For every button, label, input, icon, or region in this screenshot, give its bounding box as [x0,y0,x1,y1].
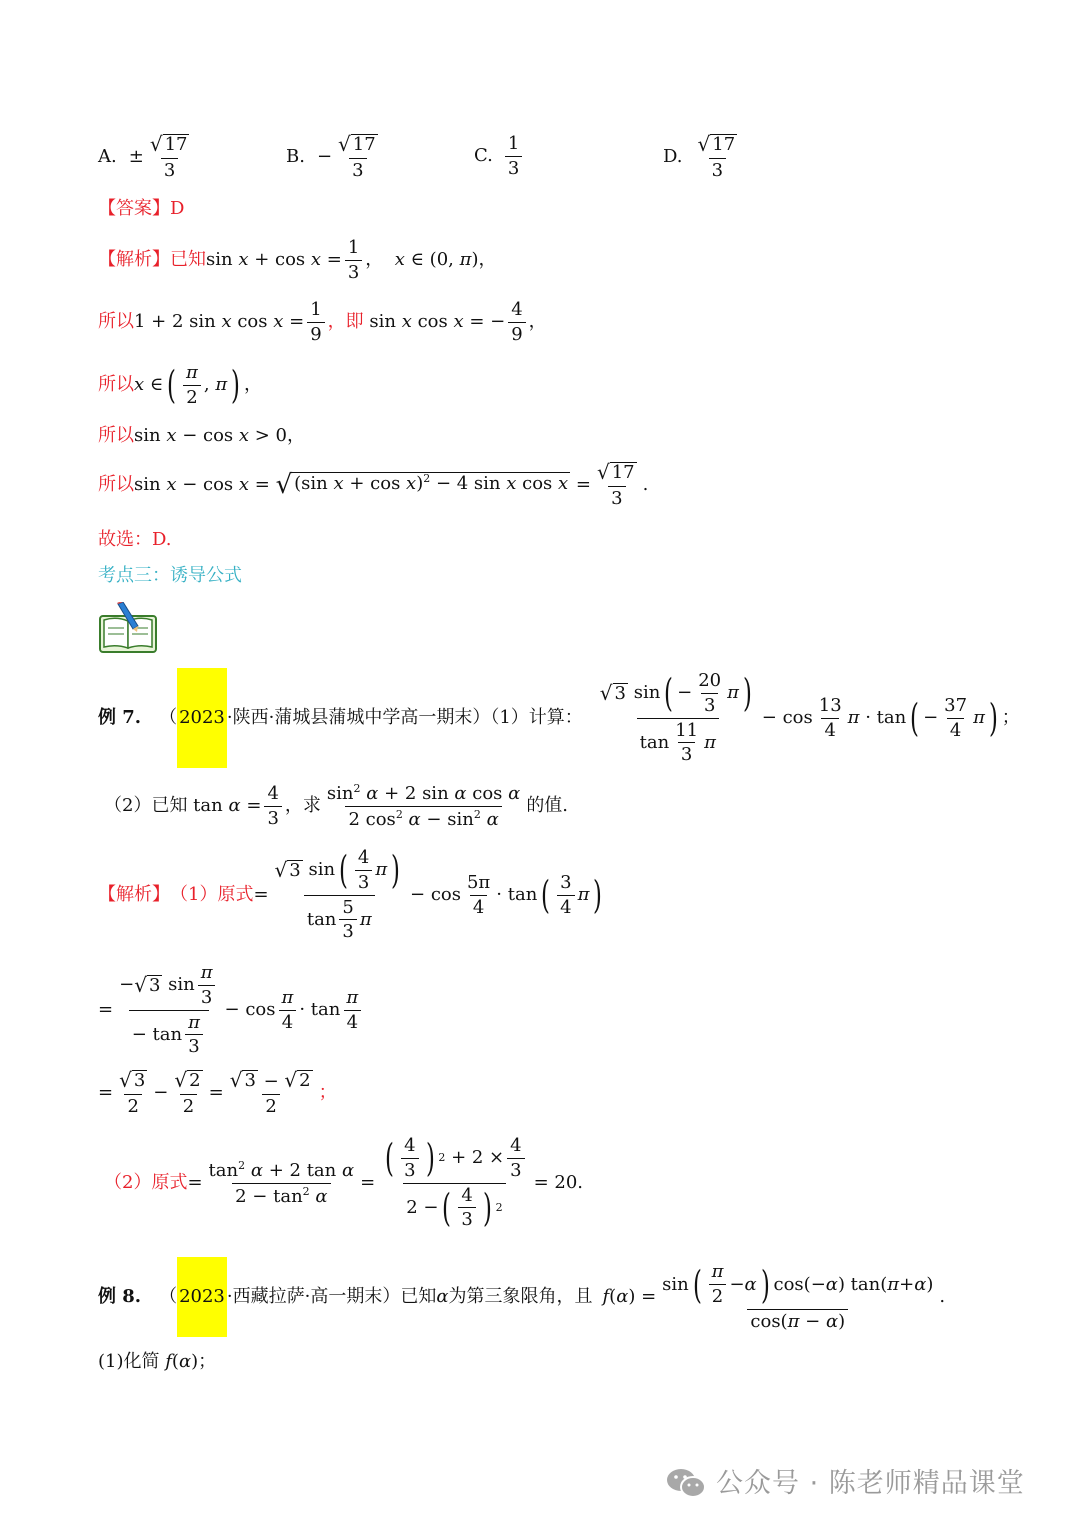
example-7-part-2: （2）已知 tan α = $\frac{4}{3}$ ，求 $\frac{\sin^2 \alpha + 2 \sin \alpha \cos \alpha}{2 \cos^2 \alpha - \sin^2 \alpha}$ 的值. [104,782,569,830]
wechat-icon [666,1466,706,1500]
example-8-part-1: (1)化简 f(α)； [98,1351,217,1372]
example-7-solution-part-2: （2）原式 [104,1172,188,1194]
example-7-label: 例 7. [98,707,142,728]
example-7-solution-part-1: （1）原式 [170,884,254,906]
example-8-label: 例 8. [98,1286,142,1307]
choice-b-sign: − [316,146,333,168]
choice-b-label: B. [286,146,305,168]
choice-a-radicand: 17 [164,134,188,155]
example-7-solution-tag: 【解析】 [98,884,170,906]
analysis-line-3: 所以 x ∈ ( $\frac{\pi}{2}$ , π ) ， [98,362,262,408]
choice-d: D. √ 17 3 [663,132,736,181]
book-pencil-icon [98,602,160,658]
analysis-so-1: 所以 [98,311,134,333]
watermark-text: 公众号 · 陈老师精品课堂 [716,1467,1025,1499]
analysis-given: 已知 [170,249,206,271]
analysis-conclusion: 故选：D. [98,529,172,550]
example-8-alpha: α [436,1286,449,1307]
example-7-solution-step-2: = − √ 3 sin $\frac{\pi}{3}$ − tan $\frac{\pi}{3}$ − cos $\frac{\pi}{4}$ · tan $\frac{\pi}{4}$ [98,963,364,1057]
choice-a-label: A. [98,146,117,168]
example-7-solution-step-3: = √ 3 2 − √ 2 2 = √ 3 − √ 2 2 ； [98,1068,337,1117]
analysis-line-2: 所以 1 + 2 sin x cos x = $\frac{1}{9}$ ，即 sin x cos x = − $\frac{4}{9}$ ， [98,299,547,345]
example-7-part-2-suffix: 的值. [526,795,569,817]
example-7-result: 20 [554,1172,578,1194]
example-7-source: ·陕西·蒲城县蒲城中学高一期末）（1）计算： [226,707,583,728]
example-8-open-paren: （ [159,1286,178,1307]
analysis-so-4: 所以 [98,474,134,496]
example-8-source-2: 为第三象限角，且 [448,1286,593,1307]
example-7-year-highlight: 2023 [177,668,227,768]
choice-c-den: 3 [505,156,522,179]
choice-d-label: D. [663,146,683,168]
choice-b-radicand: 17 [352,134,376,155]
choice-a: A. ± √ 17 3 [98,132,188,181]
analysis-line-4: 所以 sin x − cos x > 0， [98,425,306,446]
analysis-namely: ，即 [327,311,364,333]
analysis-line-1: 【解析】 已知 sin x + cos x = $\frac{1}{3}$ ， x ∈ (0, π)， [98,237,497,283]
example-7-solution-2: （2）原式 = $\frac{\tan^2 \alpha + 2 \tan \alpha}{2 - \tan^2 \alpha}$ = ( $\frac{4}{3}$ ) 2 + 2 × $\frac{4}{3}$ 2 − ( $\frac{4}{3}$ ) 2 = 20 . [104,1135,584,1231]
example-8-part-1-text: (1)化简 [98,1351,160,1372]
example-8-source: ·西藏拉萨·高一期末）已知 [226,1286,437,1307]
choice-a-sign: ± [128,146,144,168]
example-7-open-paren: （ [159,707,178,728]
analysis-line-5: 所以 sin x − cos x = √ (sin x + cos x)$^2$ − 4 sin x cos x = √ 17 3 . [98,460,649,509]
choice-a-den: 3 [161,158,178,181]
example-7-line: 例 7. （ 2023 ·陕西·蒲城县蒲城中学高一期末）（1）计算： √ 3 sin ( − $\frac{20}{3}$ π ) tan $\frac{11}{3}$ π − cos $\frac{13}{4}$ π · tan ( − $\frac{37}{4}$ π ) ； [98,668,1020,768]
choice-b: B. − √ 17 3 [286,132,376,181]
example-8-year-highlight: 2023 [177,1257,227,1337]
topic-heading: 考点三：诱导公式 [98,565,242,586]
analysis-tag: 【解析】 [98,249,170,271]
example-7-part-2-prefix: （2）已知 [104,795,188,817]
analysis-so-3: 所以 [98,425,134,446]
answer-value: D [170,198,185,219]
choice-b-den: 3 [349,158,366,181]
answer-tag: 【答案】 [98,198,170,219]
example-7-solution-1: 【解析】 （1）原式 = √ 3 sin ( $\frac{4}{3}$ π ) tan $\frac{5}{3}$ π − cos $\frac{5\pi}{4}$ · tan ( $\frac{3}{4}$ π ) [98,847,603,943]
choice-c [474,134,525,179]
answer-line [98,200,184,218]
choice-d-radicand: 17 [712,134,736,155]
example-8-line: 例 8. （ 2023 ·西藏拉萨·高一期末）已知 α 为第三象限角，且 f(α) = sin ( $\frac{\pi}{2}$ − α ) cos(− α ) tan( π + α ) cos(π − α) . [98,1257,945,1337]
choice-c-label: C. [474,145,493,167]
choice-d-den: 3 [709,158,726,181]
watermark [666,1466,1025,1500]
choice-c-num: 1 [507,133,520,154]
analysis-so-2: 所以 [98,374,134,396]
example-7-part-2-ask: ，求 [284,795,321,817]
